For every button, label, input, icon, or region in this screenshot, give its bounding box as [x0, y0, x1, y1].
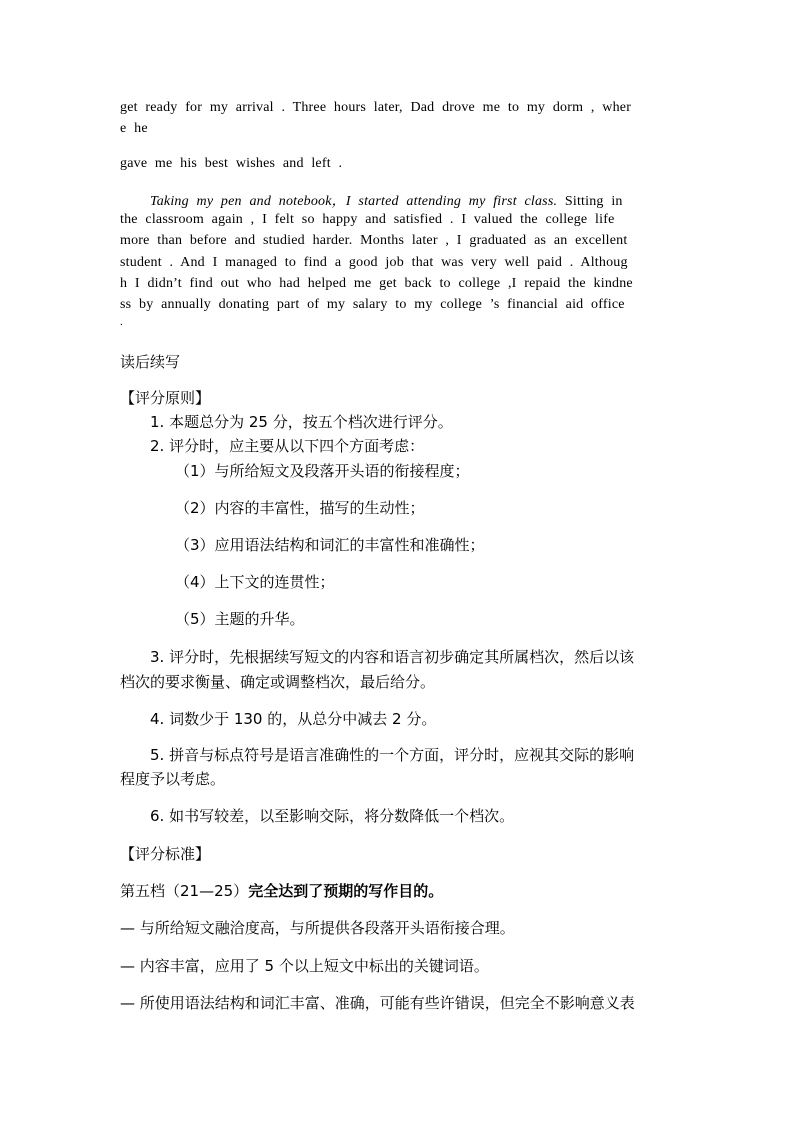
passage-paragraph-start	[150, 190, 623, 210]
section-title: 读后续写	[120, 353, 181, 371]
passage-line: gave me his best wishes and left .	[120, 156, 343, 171]
passage-line: e he	[120, 121, 148, 136]
passage-line: h I didn’t find out who had helped me get back to college ,I repaid the kindne	[120, 276, 633, 291]
level-description: 完全达到了预期的写作目的。	[248, 882, 444, 900]
criterion-bullet: — 内容丰富，应用了 5 个以上短文中标出的关键词语。	[120, 957, 489, 975]
passage-line: get ready for my arrival . Three hours later, Dad drove me to my dorm , wher	[120, 100, 632, 115]
level-label: 第五档（21—25）	[120, 882, 249, 900]
principle-subitem: （5）主题的升华。	[175, 610, 305, 628]
criterion-bullet: — 与所给短文融洽度高，与所提供各段落开头语衔接合理。	[120, 919, 515, 937]
passage-line: the classroom again , I felt so happy and satisfied . I valued the college life	[120, 212, 615, 227]
principle-item: 4. 词数少于 130 的，从总分中减去 2 分。	[150, 710, 437, 728]
principle-item: 6. 如书写较差，以至影响交际，将分数降低一个档次。	[150, 807, 515, 825]
principle-subitem: （3）应用语法结构和词汇的丰富性和准确性；	[175, 536, 485, 554]
passage-text: Sitting in	[557, 194, 623, 209]
passage-line: .	[120, 316, 123, 328]
passage-line: more than before and studied harder. Months later , I graduated as an excellent	[120, 233, 628, 248]
principle-item: 2. 评分时，应主要从以下四个方面考虑：	[150, 437, 425, 455]
principle-subitem: （4）上下文的连贯性；	[175, 573, 335, 591]
level-five-heading	[120, 880, 443, 901]
principle-subitem: （1）与所给短文及段落开头语的衔接程度；	[175, 462, 470, 480]
principle-item-continued: 程度予以考虑。	[120, 770, 226, 788]
principle-subitem: （2）内容的丰富性，描写的生动性；	[175, 499, 425, 517]
principle-item: 1. 本题总分为 25 分，按五个档次进行评分。	[150, 413, 453, 431]
principle-item-continued: 档次的要求衡量、确定或调整档次，最后给分。	[120, 673, 436, 691]
principle-item: 3. 评分时，先根据续写短文的内容和语言初步确定其所属档次，然后以该	[150, 648, 635, 666]
passage-line: student . And I managed to find a good job that was very well paid . Althoug	[120, 255, 628, 270]
passage-line: ss by annually donating part of my salary to my college ’s financial aid office	[120, 297, 625, 312]
principle-item: 5. 拼音与标点符号是语言准确性的一个方面，评分时，应视其交际的影响	[150, 746, 635, 764]
criterion-bullet: — 所使用语法结构和词汇丰富、准确，可能有些许错误，但完全不影响意义表	[120, 994, 635, 1012]
principles-heading: 【评分原则】	[120, 389, 211, 407]
paragraph-opening-sentence: Taking my pen and notebook，I started attending my first class.	[150, 194, 558, 209]
standards-heading: 【评分标准】	[120, 845, 211, 863]
